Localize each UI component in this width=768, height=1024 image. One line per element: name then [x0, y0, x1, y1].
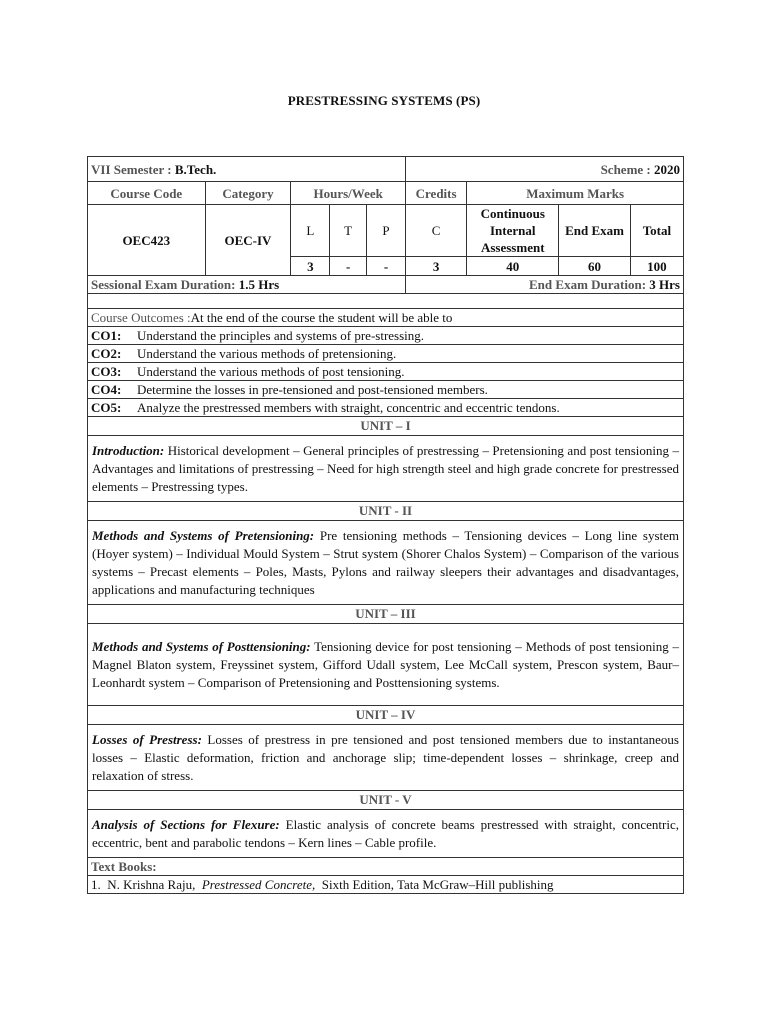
spacer-row	[88, 294, 684, 309]
col-category: Category	[205, 182, 291, 205]
sub-t: T	[330, 205, 367, 257]
category-value: OEC-IV	[205, 205, 291, 276]
document-title: PRESTRESSING SYSTEMS (PS)	[287, 93, 481, 108]
unit-content: Analysis of Sections for Flexure: Elastic analysis of concrete beams prestressed with straight, concentric, eccentric, bent and parabolic tendons – Kern lines – Cable profile.	[88, 810, 684, 858]
col-hours-week: Hours/Week	[291, 182, 406, 205]
value-p: -	[367, 257, 406, 276]
sub-c: C	[405, 205, 466, 257]
col-credits: Credits	[405, 182, 466, 205]
unit-heading: UNIT – III	[88, 605, 684, 624]
sub-l: L	[291, 205, 330, 257]
syllabus-table	[87, 156, 684, 894]
value-end-exam: 60	[559, 257, 631, 276]
outcome-item: CO4: Determine the losses in pre-tensioned and post-tensioned members.	[88, 381, 684, 399]
unit-heading: UNIT - II	[88, 502, 684, 521]
col-course-code: Course Code	[88, 182, 206, 205]
unit-content: Methods and Systems of Posttensioning: Tensioning device for post tensioning – Methods of post tensioning – Magnel Blaton system, Freyssinet system, Gifford Udall system, Lee McCall system, Prescon system, Baur–Leonhardt system – Comparison of Pretensioning and Posttensioning systems.	[88, 624, 684, 706]
unit-heading: UNIT – IV	[88, 706, 684, 725]
outcome-item: CO2: Understand the various methods of pretensioning.	[88, 345, 684, 363]
course-code-value: OEC423	[88, 205, 206, 276]
sub-total: Total	[630, 205, 683, 257]
scheme-cell: Scheme : 2020	[405, 157, 683, 182]
outcome-item: CO1: Understand the principles and systems of pre-stressing.	[88, 327, 684, 345]
end-exam-duration: End Exam Duration: 3 Hrs	[405, 276, 683, 294]
unit-heading: UNIT - V	[88, 791, 684, 810]
sessional-duration: Sessional Exam Duration: 1.5 Hrs	[88, 276, 406, 294]
value-cia: 40	[467, 257, 559, 276]
semester-cell: VII Semester : B.Tech.	[88, 157, 406, 182]
course-outcomes-intro: Course Outcomes :At the end of the course the student will be able to	[88, 309, 684, 327]
textbooks-heading: Text Books:	[88, 858, 684, 876]
sub-p: P	[367, 205, 406, 257]
unit-content: Losses of Prestress: Losses of prestress in pre tensioned and post tensioned members due to instantaneous losses – Elastic deformation, friction and anchorage slip; time-dependent losses – shrinkage, creep and relaxation of stress.	[88, 725, 684, 791]
outcome-item: CO3: Understand the various methods of post tensioning.	[88, 363, 684, 381]
value-l: 3	[291, 257, 330, 276]
unit-content: Introduction: Historical development – General principles of prestressing – Pretensioning and post tensioning – Advantages and limitations of prestressing – Need for high strength steel and high grade concrete for prestressed elements – Prestressing types.	[88, 436, 684, 502]
sub-cia: Continuous Internal Assessment	[467, 205, 559, 257]
col-max-marks: Maximum Marks	[467, 182, 684, 205]
textbook-item: 1. N. Krishna Raju, Prestressed Concrete, Sixth Edition, Tata McGraw–Hill publishing	[88, 876, 684, 894]
unit-content: Methods and Systems of Pretensioning: Pre tensioning methods – Tensioning devices – Long line system (Hoyer system) – Individual Mould System – Strut system (Shorer Chalos System) – Comparison of the various systems – Precast elements – Poles, Masts, Pylons and railway sleepers their advantages and disadvantages, applications and manufacturing techniques	[88, 521, 684, 605]
value-t: -	[330, 257, 367, 276]
value-total: 100	[630, 257, 683, 276]
outcome-item: CO5: Analyze the prestressed members with straight, concentric and eccentric tendons.	[88, 399, 684, 417]
unit-heading: UNIT – I	[88, 417, 684, 436]
value-c: 3	[405, 257, 466, 276]
sub-end-exam: End Exam	[559, 205, 631, 257]
